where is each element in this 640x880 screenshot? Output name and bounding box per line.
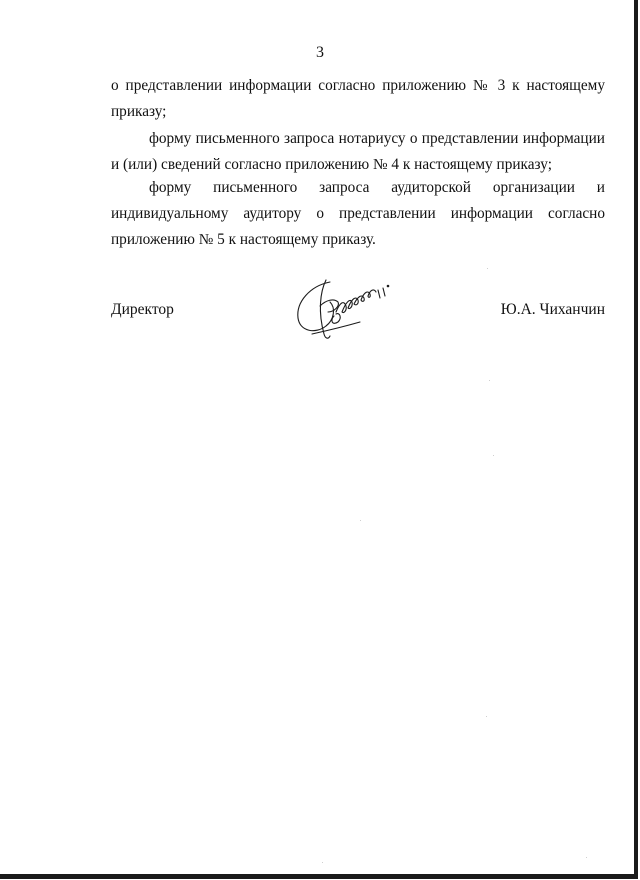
- signatory-title: Директор: [111, 301, 174, 318]
- signatory-name: Ю.А. Чиханчин: [500, 301, 605, 318]
- scan-speck: [486, 716, 487, 717]
- scan-speck: [360, 520, 361, 521]
- paragraph-3: форму письменного запроса аудиторской организации и индивидуальному аудитору о представлении информации согласно приложению № 5 к настоящему приказу.: [111, 179, 605, 248]
- page-number: 3: [316, 44, 324, 61]
- scan-speck: [493, 455, 494, 456]
- scan-speck: [489, 380, 490, 381]
- scan-speck: [322, 862, 323, 863]
- paragraph-2: форму письменного запроса нотариусу о представлении информации и (или) сведений согласно приложению № 4 к настоящему приказу;: [111, 130, 605, 173]
- signature-icon: [290, 272, 400, 344]
- paragraph-1: о представлении информации согласно приложению № 3 к настоящему приказу;: [111, 77, 605, 120]
- scan-speck: [586, 857, 587, 858]
- scan-speck: [487, 268, 488, 269]
